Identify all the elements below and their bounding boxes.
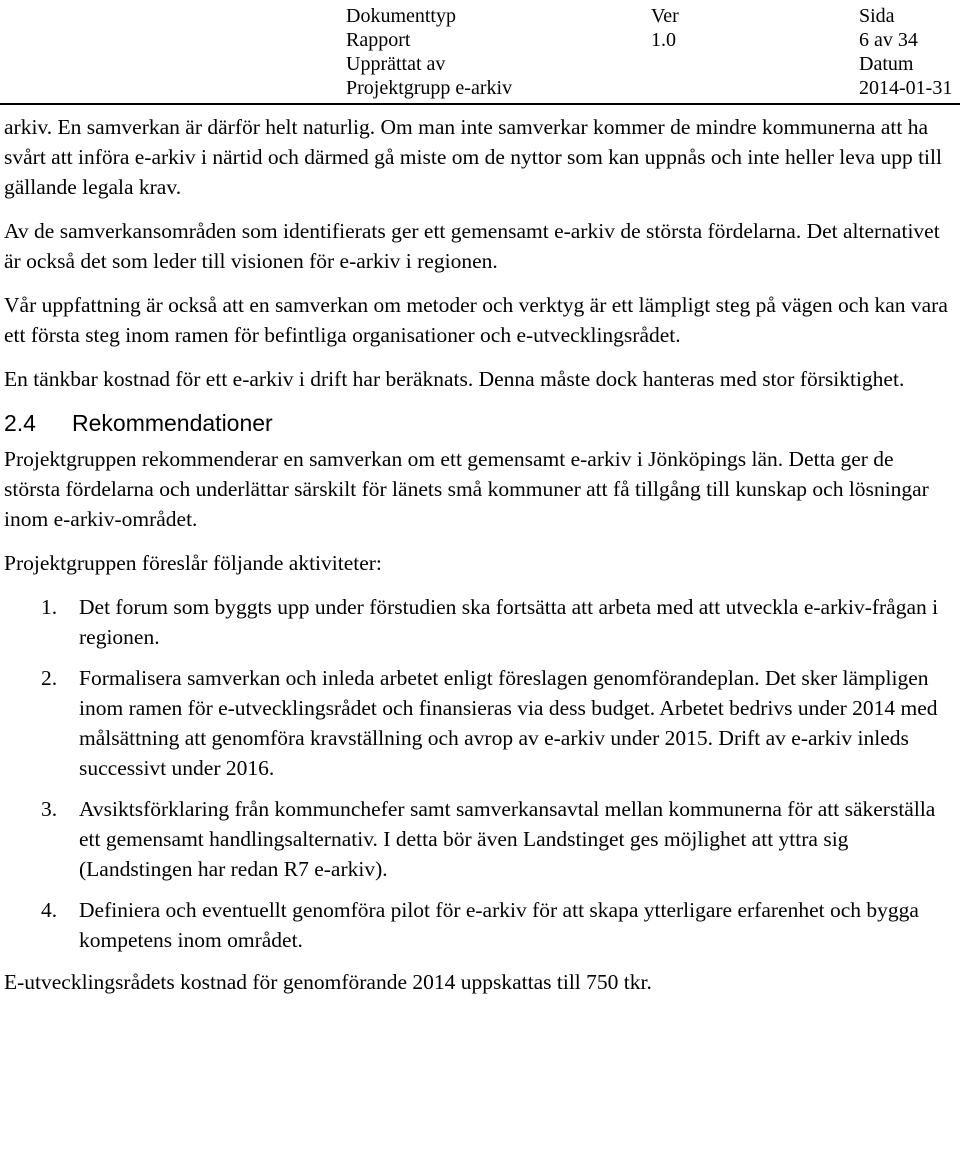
body-paragraph: En tänkbar kostnad för ett e-arkiv i drift har beräknats. Denna måste dock hanteras med stor försiktighet. <box>4 367 905 391</box>
body-paragraph: Av de samverkansområden som identifierats ger ett gemensamt e-arkiv de största fördelarna. Det alternativet är också det som leder till visionen för e-arkiv i regionen. <box>4 219 940 273</box>
activities-intro: Projektgruppen föreslår följande aktiviteter: <box>4 551 382 575</box>
version-value: 1.0 <box>651 29 676 51</box>
section-number: 2.4 <box>4 410 36 436</box>
list-number: 3. <box>41 797 58 821</box>
section-title: Rekommendationer <box>72 410 273 436</box>
list-item-text: Formalisera samverkan och inleda arbetet enligt föreslagen genomförandeplan. Det sker lämpligen inom ramen för e-utvecklingsrådet och finansieras via dess budget. Arbetet bedrivs under 2014 med målsättning att genomföra kravställning och avrop av e-arkiv under 2015. Drift av e-arkiv inleds successivt under 2016. <box>79 666 938 780</box>
date-value: 2014-01-31 <box>859 77 953 99</box>
closing-paragraph: E-utvecklingsrådets kostnad för genomförande 2014 uppskattas till 750 tkr. <box>4 970 652 994</box>
list-item <box>4 895 954 955</box>
header-divider <box>0 103 960 105</box>
list-item <box>4 663 954 783</box>
list-item <box>4 592 954 652</box>
list-number: 2. <box>41 666 58 690</box>
author-label: Upprättat av <box>346 53 446 75</box>
body-paragraph: Vår uppfattning är också att en samverkan om metoder och verktyg är ett lämpligt steg på vägen och kan vara ett första steg inom ramen för befintliga organisationer och e-utvecklingsrådet. <box>4 293 948 347</box>
date-label: Datum <box>859 53 914 75</box>
list-item-text: Det forum som byggts upp under förstudien ska fortsätta att arbeta med att utveckla e-arkiv-frågan i regionen. <box>79 595 939 649</box>
list-number: 4. <box>41 898 58 922</box>
body-paragraph: arkiv. En samverkan är därför helt naturlig. Om man inte samverkar kommer de mindre kommunerna att ha svårt att införa e-arkiv i närtid och därmed gå miste om de nyttor som kan uppnås och inte heller leva upp till gällande legala krav. <box>4 115 942 199</box>
author-value: Projektgrupp e-arkiv <box>346 77 513 99</box>
doc-type-label: Dokumenttyp <box>346 5 456 27</box>
list-number: 1. <box>41 595 58 619</box>
recommendation-paragraph: Projektgruppen rekommenderar en samverkan om ett gemensamt e-arkiv i Jönköpings län. Detta ger de största fördelarna och underlättar särskilt för länets små kommuner att få tillgång till kunskap och lösningar inom e-arkiv-området. <box>4 447 929 531</box>
section-heading <box>4 408 954 438</box>
page-label: Sida <box>859 5 895 27</box>
list-item-text: Avsiktsförklaring från kommunchefer samt samverkansavtal mellan kommunerna för att säkerställa ett gemensamt handlingsalternativ. I detta bör även Landstinget ges möjlighet att yttra sig (Landstingen har redan R7 e-arkiv). <box>79 797 936 881</box>
document-body <box>4 112 954 1011</box>
list-item <box>4 794 954 884</box>
doc-type-value: Rapport <box>346 29 411 51</box>
version-label: Ver <box>651 5 679 27</box>
page-number: 6 av 34 <box>859 29 918 51</box>
list-item-text: Definiera och eventuellt genomföra pilot för e-arkiv för att skapa ytterligare erfarenhet och bygga kompetens inom området. <box>79 898 919 952</box>
activities-list <box>4 592 954 955</box>
